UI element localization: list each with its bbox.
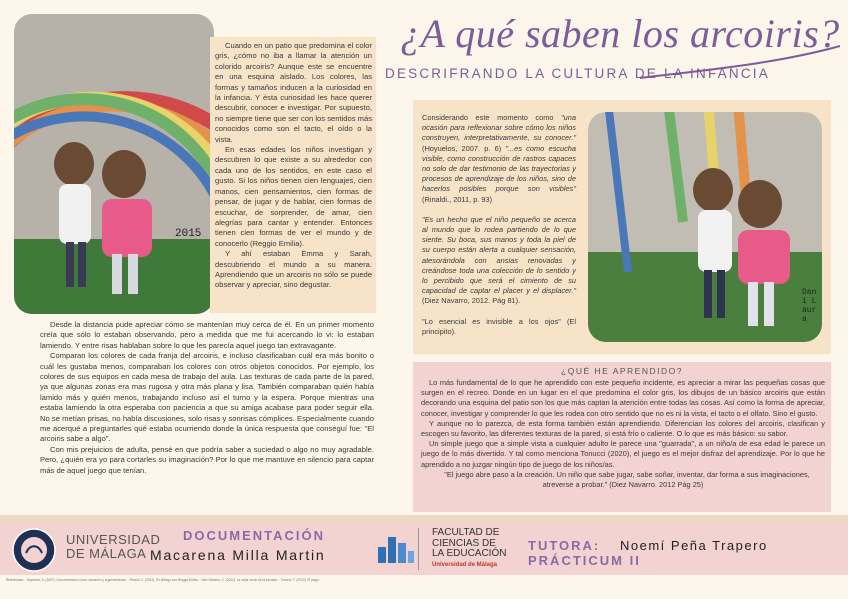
paragraph: Con mis prejuicios de adulta, pensé en que podría saber a suciedad o algo no muy agradable. Pero, ¿quién era yo para cortarles su imaginación? Por lo que me mantuve en silencio para captar más de aquel juego que tenían.: [40, 444, 374, 475]
paragraph: En esas edades los niños investigan y descubren lo que existe a su alrededor con cada uno de los sentidos, en este caso el gusto. Si los niños tienen cien lenguajes, cien manos, cien pensamientos, cien formas de pensar, de jugar y de hablar, cien formas de escuchar, de sorprender, de amar, cien alegrías para cantar y entender. Entonces tienen cien formas de ver el mundo y de conocerlo (Reggio Emilia).: [215, 145, 372, 248]
paragraph: Un simple juego que a simple vista a cualquier adulto le parece una "guarrada", a un niño/a de esa edad le parece un juego de lo más divertido. Y tal como menciona Tonucci (2020), el juego es el mejor disfraz del aprendizaje. Por lo que he aprendido a no juzgar ningún tipo de juego de los niños/as.: [421, 439, 825, 469]
paragraph: Cuando en un patio que predomina el color gris, ¿cómo no iba a llamar la atención un colorido arcoiris? Aunque este se encuentre en una esquina aislado. Los colores, las formas y tamaños inducen a la curiosidad en la infancia. Y ésta curiosidad les hace querer descubrir, conocer e investigar. Por supuesto, no siempre tiene que ser con los sentidos más conocidos como son el tacto, el oído o la vista.: [215, 41, 372, 144]
paragraph: Lo más fundamental de lo que he aprendido con este pequeño incidente, es apreciar a mirar las pequeñas cosas que surgen en el recreo. Donde en un lugar en el que predomina el color gris, los dibujos de un básico arcoiris que están decorando una esquina del patio son los que más captan la atención entre todas las cosas. Así como la forma de apreciar, conocer, investigar y comprender lo que les rodea con otro sentido que no es ni la vista, el tacto o el olfato. Sino el gusto.: [421, 378, 825, 418]
page-title: ¿A qué saben los arcoiris?: [400, 11, 840, 56]
faculty-logo-icon: [376, 533, 416, 565]
tutor-label: TUTORA:: [528, 538, 601, 553]
footer-divider: [418, 528, 419, 570]
photo-girls-rainbow-2: [588, 112, 822, 342]
documentation-label: DOCUMENTACIÓN: [183, 528, 326, 543]
author-name: Macarena Milla Martin: [150, 547, 326, 563]
university-name: UNIVERSIDAD DE MÁLAGA: [66, 532, 161, 561]
university-seal-icon: [8, 526, 60, 574]
page-subtitle: DESCRIFRANDO LA CULTURA DE LA INFANCIA: [385, 66, 770, 81]
references: Referencias: · Hoyuelos, A. (2007). Documentación como narración y argumentación. · Rinaldi, C. (2011). En diálogo con Reggio Emilia. · Diez Navarro, C. (2012). La oreja verde de la escuela. · Tonucci, F. (2020). El juego.: [6, 578, 320, 582]
quotes-column: [422, 113, 576, 347]
faculty-name: FACULTAD DE CIENCIAS DE LA EDUCACIÓN: [432, 527, 507, 559]
paragraph: Y aunque no lo parezca, de esta forma también están aprendiendo. Diferencian los colores del arcoiris, clasifican y escogen su favorito, las diferentes texturas de la pared, si está frío o caliente. O lo que es más básico: su sabor.: [421, 418, 825, 439]
bottom-column: [40, 320, 374, 476]
learned-heading: ¿QUÉ HE APRENDIDO?: [561, 366, 683, 376]
quote: "Es un hecho que el niño pequeño se acerca al mundo que lo rodea partiendo de lo que siente. Su boca, sus manos y toda la piel de su cuerpo están alerta a cualquier sensación, atesorándola con ansias renovadas y creándose toda una colección de lo sentido y lo percibido que será el cimiento de su capacidad de captar el placer y el displacer." (Diez Navarro, 2012. Pág 81).: [422, 214, 576, 306]
paragraph: Comparan los colores de cada franja del arcoiris, e incluso clasificaban cuál era más bonito o cuál les gustaba menos, comparaban los colores con otros objetos conocidos. Por ejemplo, los colores de sus equipos en cada mesa de trabajo del aula. Las texturas de cada parte de la pared, ya que algunas zonas era mas rugosa y otra más plana y lisa. También comparaban quién había lamido más y quién menos, trabajando incluso así el turno y la espera. Porque mientras una estaba lamiendo la otra esperaba con paciencia a que su amiga acabase para poder seguir ella. No se metían prisas, no había discusiones, solo risas y sonrisas cómplices. Especialmente cuando me acerqué a preguntarles qué estaba ocurriendo donde la única respuesta que conseguí fue: "El arcoiris sabe a algo".: [40, 351, 374, 444]
learned-column: [421, 378, 825, 490]
tutor-name: Noemí Peña Trapero: [620, 538, 768, 553]
quote: Considerando este momento como "una ocasión para reflexionar sobre cómo los niños construyen, interpretativamente, su conocer." (Hoyuelos, 2007. p. 6) "...es como escucha visible, como construcción de rastros capaces no solo de dar testimonio de las trayectorias y procesos de aprendizaje de los niños, sino de hacerlos posibles porque son visibles" (Rinaldi., 2011, p. 93): [422, 113, 576, 204]
paragraph: Y ahí estaban Emma y Sarah, descubriendo el mundo a su manera. Aprendiendo que un arcoiris no sólo se puede observar y apreciar, sino degustar.: [215, 249, 372, 290]
paragraph: Desde la distancia pude apreciar cómo se mantenían muy cerca de él. En un primer momento creía que sólo lo estaban observando, pero a medida que me fui acercando lo vi: lo estaban lamiendo. Y entre risas hablaban sobre lo que les parecía aquel juego tan extravagante.: [40, 320, 374, 350]
wall-names-label: Dani Laura: [802, 288, 817, 324]
photo-girls-rainbow-1: [14, 14, 214, 314]
wall-date-label: 2015: [175, 228, 202, 240]
title-swash: [385, 40, 845, 90]
faculty-university: Universidad de Málaga: [432, 562, 498, 568]
practicum-label: PRÁCTICUM II: [528, 553, 641, 568]
quote: "Lo esencial es invisible a los ojos" (El principito).: [422, 316, 576, 336]
left-column: [215, 41, 372, 291]
paragraph: "El juego abre paso a la creación. Un niño que sabe jugar, sabe soñar, inventar, dar forma a sus imaginaciones, atreverse a probar." (Diez Navarro. 2012 Pág 25): [444, 469, 810, 490]
